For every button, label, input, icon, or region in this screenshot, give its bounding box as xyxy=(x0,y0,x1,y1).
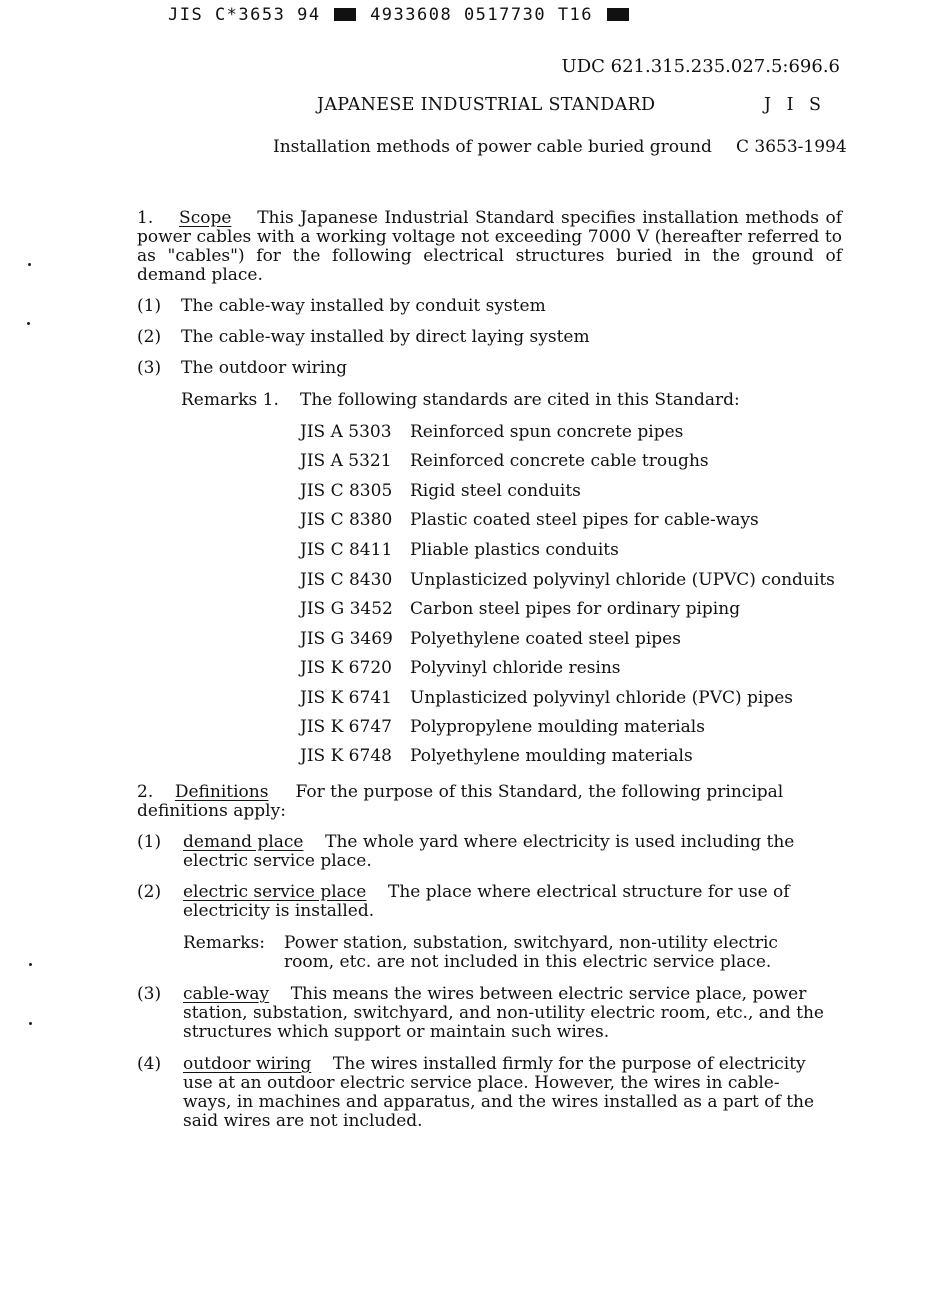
redaction-block xyxy=(607,8,629,21)
cited-standard-code: JIS G 3469 xyxy=(300,629,393,649)
scope-item-text: The cable-way installed by direct laying system xyxy=(181,327,590,347)
cited-standard-code: JIS K 6741 xyxy=(300,688,392,708)
cited-standard-row xyxy=(300,658,621,678)
scope-remarks xyxy=(181,390,740,410)
cited-standard-title: Polyethylene coated steel pipes xyxy=(410,629,681,649)
cited-standard-code: JIS C 8430 xyxy=(300,570,393,590)
standard-title: Installation methods of power cable buried ground xyxy=(273,137,712,157)
cited-standard-code: JIS C 8411 xyxy=(300,540,393,560)
cited-standard-code: JIS C 8305 xyxy=(300,481,393,501)
scan-speck xyxy=(28,263,31,266)
scan-speck xyxy=(29,1022,32,1025)
definition-term: outdoor wiring xyxy=(183,1054,312,1074)
redaction-block xyxy=(334,8,356,21)
scope-text: This Japanese Industrial Standard specifies installation methods of power cables with a working voltage not exceeding 7000 V (hereafter referred to as "cables") for the following electrical structures buried in the ground of demand place. xyxy=(137,208,842,285)
definition-text: This means the wires between electric service place, power station, substation, switchyard, and non-utility electric room, etc., and the structures which support or maintain such wires. xyxy=(183,984,824,1042)
scope-number: 1. xyxy=(137,208,154,228)
cited-standard-title: Unplasticized polyvinyl chloride (UPVC) conduits xyxy=(410,570,835,590)
scope-remarks-label: Remarks 1. xyxy=(181,390,279,410)
scope-item-number: (2) xyxy=(137,327,162,347)
cited-standard-title: Polypropylene moulding materials xyxy=(410,717,705,737)
definition-term: electric service place xyxy=(183,882,367,902)
cited-standard-row xyxy=(300,540,619,560)
definition-item xyxy=(137,985,842,1042)
jis-mark: J I S xyxy=(764,95,827,115)
cited-standard-row xyxy=(300,717,705,737)
cited-standard-row xyxy=(300,510,759,530)
scope-paragraph xyxy=(137,209,842,285)
definition-item xyxy=(137,1055,827,1131)
cited-standard-title: Reinforced concrete cable troughs xyxy=(410,451,709,471)
document-code-left: JIS C*3653 94 xyxy=(168,5,321,25)
definition-text: The whole yard where electricity is used including the electric service place. xyxy=(183,832,795,871)
cited-standard-code: JIS A 5303 xyxy=(300,422,392,442)
scope-heading: Scope xyxy=(179,208,232,228)
cited-standard-row xyxy=(300,746,693,766)
definitions-remarks-label: Remarks: xyxy=(183,933,265,953)
cited-standard-row xyxy=(300,629,681,649)
definition-number: (4) xyxy=(137,1054,162,1074)
definition-number: (1) xyxy=(137,832,162,852)
definitions-heading: Definitions xyxy=(174,782,269,802)
cited-standard-code: JIS K 6748 xyxy=(300,746,392,766)
definition-item xyxy=(137,883,832,921)
document-code-line xyxy=(168,5,631,25)
standard-number: C 3653-1994 xyxy=(736,137,847,157)
scope-remarks-text: The following standards are cited in this Standard: xyxy=(300,390,740,410)
scope-item-text: The outdoor wiring xyxy=(181,358,348,378)
cited-standard-title: Polyethylene moulding materials xyxy=(410,746,693,766)
definition-term: demand place xyxy=(183,832,304,852)
scan-speck xyxy=(29,963,32,966)
cited-standard-title: Polyvinyl chloride resins xyxy=(410,658,621,678)
cited-standard-title: Carbon steel pipes for ordinary piping xyxy=(410,599,741,619)
cited-standard-row xyxy=(300,422,683,442)
cited-standard-title: Reinforced spun concrete pipes xyxy=(410,422,684,442)
cited-standard-title: Rigid steel conduits xyxy=(410,481,581,501)
cited-standard-code: JIS G 3452 xyxy=(300,599,393,619)
cited-standard-row xyxy=(300,570,835,590)
cited-standard-code: JIS C 8380 xyxy=(300,510,393,530)
standard-organization-title: JAPANESE INDUSTRIAL STANDARD xyxy=(317,95,656,115)
definition-number: (3) xyxy=(137,984,162,1004)
definitions-remarks-text: Power station, substation, switchyard, non-utility electric room, etc. are not included in this electric service place. xyxy=(284,933,778,972)
scope-item-number: (1) xyxy=(137,296,162,316)
definitions-intro: For the purpose of this Standard, the following principal definitions apply: xyxy=(137,782,784,821)
cited-standard-code: JIS A 5321 xyxy=(300,451,392,471)
cited-standard-row xyxy=(300,451,709,471)
cited-standard-row xyxy=(300,481,581,501)
definitions-paragraph xyxy=(137,783,797,821)
definition-text: The wires installed firmly for the purpose of electricity use at an outdoor electric service place. However, the wires in cable-ways, in machines and apparatus, and the wires installed as a part of the said wires are not included. xyxy=(183,1054,815,1131)
definitions-number: 2. xyxy=(137,782,154,802)
definition-number: (2) xyxy=(137,882,162,902)
document-code-right: 4933608 0517730 T16 xyxy=(370,5,594,25)
cited-standard-title: Unplasticized polyvinyl chloride (PVC) pipes xyxy=(410,688,794,708)
scope-item-text: The cable-way installed by conduit system xyxy=(181,296,546,316)
definition-term: cable-way xyxy=(183,984,270,1004)
scope-item-number: (3) xyxy=(137,358,162,378)
cited-standard-row xyxy=(300,688,793,708)
cited-standard-code: JIS K 6747 xyxy=(300,717,392,737)
cited-standard-row xyxy=(300,599,740,619)
cited-standard-title: Pliable plastics conduits xyxy=(410,540,619,560)
definition-item xyxy=(137,833,842,871)
cited-standard-title: Plastic coated steel pipes for cable-ways xyxy=(410,510,759,530)
scan-speck xyxy=(27,322,30,325)
definitions-remarks xyxy=(183,934,843,972)
udc-number: UDC 621.315.235.027.5:696.6 xyxy=(561,56,840,77)
definition-text: The place where electrical structure for use of electricity is installed. xyxy=(183,882,790,921)
cited-standard-code: JIS K 6720 xyxy=(300,658,392,678)
